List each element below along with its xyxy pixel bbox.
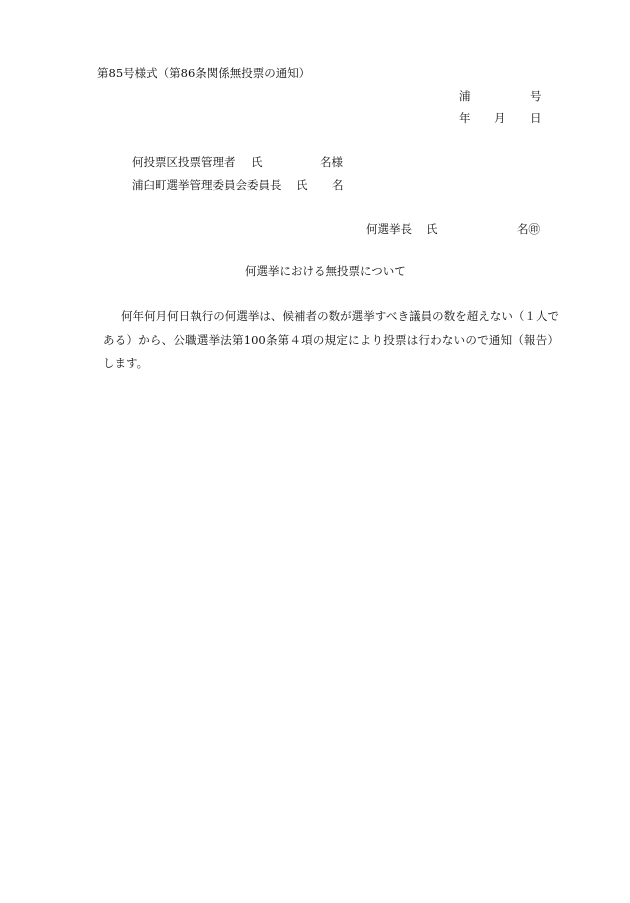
doc-number-suffix: 号 [530, 89, 542, 103]
form-header: 第85号様式（第86条関係無投票の通知） [97, 66, 311, 80]
date-day: 日 [530, 111, 542, 125]
sender-title: 何選挙長 [366, 222, 412, 236]
recipient-2-title: 浦臼町選挙管理委員会委員長 [132, 178, 282, 192]
recipient-1-honorific: 名様 [320, 155, 343, 169]
date-year: 年 [459, 111, 471, 125]
sender-name-label: 氏 [426, 222, 438, 236]
recipient-2-name-label: 氏 [296, 178, 308, 192]
doc-number-prefix: 浦 [459, 89, 471, 103]
body-paragraph: 何年何月何日執行の何選挙は、候補者の数が選挙すべき議員の数を超えない（１人である）から、公職選挙法第100条第４項の規定により投票は行わないので通知（報告）します。 [103, 309, 559, 370]
recipient-2-honorific: 名 [332, 178, 344, 192]
date-month: 月 [494, 111, 506, 125]
subject-heading: 何選挙における無投票について [245, 264, 406, 278]
recipient-1-title: 何投票区投票管理者 [132, 155, 236, 169]
recipient-1-name-label: 氏 [251, 155, 263, 169]
sender-seal: 名㊞ [517, 222, 540, 236]
